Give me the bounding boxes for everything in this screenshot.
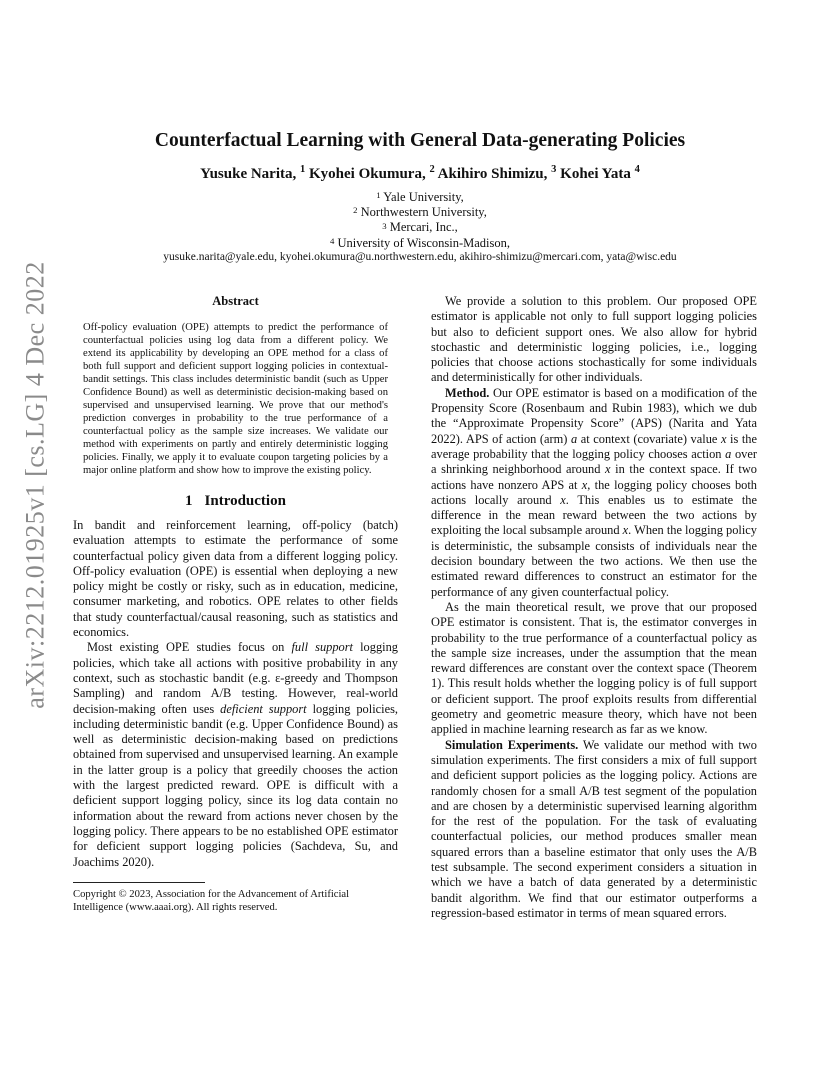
intro-paragraph-1: In bandit and reinforcement learning, off-policy (batch) evaluation attempts to estimate the performance of some counterfactual policy given data from a different logging policy. Off-policy evaluation (OPE) is essential when deploying a new policy might be costly or risky, such as in education, medicine, consumer marketing, and robotics. OPE relates to other fields that study counterfactual/causal reasoning, such as statistics and economics. bbox=[73, 518, 398, 640]
author-name: Kyohei Okumura, bbox=[309, 166, 426, 182]
arxiv-identifier-stamp bbox=[18, 261, 54, 709]
author-affil-mark: 2 bbox=[429, 163, 435, 175]
abstract-body: Off-policy evaluation (OPE) attempts to predict the performance of counterfactual policies using log data from a different policy. We extend its applicability by developing an OPE method for a class of both full support and deficient support logging policies in contextual-bandit settings. This class includes deterministic bandit (such as Upper Confidence Bound) as well as deterministic decision-making based on supervised and unsupervised learning. We prove that our method's prediction converges in probability to the true performance of a counterfactual policy as the sample size increases. We validate our method with experiments on partly and entirely deterministic logging policies. Finally, we apply it to evaluate coupon targeting policies by a major online platform and show how to improve the existing policy. bbox=[83, 322, 388, 476]
abstract-heading: Abstract bbox=[212, 294, 259, 308]
math-variable: x bbox=[622, 523, 629, 538]
affil-mark: 3 bbox=[382, 220, 387, 231]
affiliation-text: Yale University, bbox=[383, 190, 464, 204]
text-run: We validate our method with two simulation experiments. The first considers a mix of full support and deficient support policies as the logging policy. Actions are randomly chosen for a small A/B test segment of the population and are chosen by a deterministic supervised learning algorithm for the rest of the population. For the task of evaluating counterfactual policies, our method produces smaller mean squared errors than a baseline estimator that only uses the A/B test subsample. The second experiment considers a situation in which we have a batch of data generated by a deterministic bandit algorithm. We find that our estimator outperforms a regression-based estimator in terms of mean squared errors. bbox=[431, 737, 757, 920]
copyright-notice: Copyright © 2023, Association for the Advancement of Artificial Intelligence (www.aaai.org). All rights reserved. bbox=[73, 888, 350, 913]
text-run: in the context space. If two actions have nonzero APS at bbox=[431, 462, 757, 492]
text-run: logging policies, including deterministic bandit (e.g. Upper Confidence Bound) as well as deterministic decision-making based on predictions obtained from supervised and unsupervised learning. An example in the latter group is a policy that greedily chooses the action with the largest predicted reward. OPE is difficult with a deficient support logging policy, since its log data contain no information about the reward from actions never chosen by the logging policy. There appears to be no established OPE estimator for deficient support logging policies (Sachdeva, Su, and Joachims 2020). bbox=[73, 701, 398, 869]
author-name: Yusuke Narita, bbox=[200, 166, 297, 182]
author-list bbox=[60, 163, 780, 183]
text-run: . This enables us to estimate the difference in the mean reward between the two actions by exploiting the local subsample around bbox=[431, 492, 757, 538]
author-name: Akihiro Shimizu, bbox=[437, 166, 548, 182]
math-variable: x bbox=[560, 492, 566, 507]
affiliation-line bbox=[60, 220, 780, 235]
text-run: logging policies, which take all actions with positive probability in any context, such as stochastic bandit (e.g. ε-greedy and Thompson Sampling) and random A/B testing. However, real-world decision-making often uses bbox=[73, 640, 398, 716]
affil-mark: 4 bbox=[329, 235, 335, 246]
section-title: Introduction bbox=[204, 493, 286, 509]
text-run: Most existing OPE studies focus on bbox=[87, 640, 292, 655]
section-heading-introduction bbox=[73, 493, 398, 510]
text-run: at context (covariate) value bbox=[577, 431, 721, 446]
math-variable: x bbox=[720, 431, 727, 446]
emphasis-full-support: full support bbox=[291, 640, 353, 655]
arxiv-identifier-text: arXiv:2212.01925v1 [cs.LG] 4 Dec 2022 bbox=[21, 261, 51, 709]
author-name: Kohei Yata bbox=[560, 166, 631, 182]
affiliation-list bbox=[60, 190, 780, 251]
affiliation-line bbox=[60, 205, 780, 220]
affiliation-text: Mercari, Inc., bbox=[389, 220, 458, 235]
simulation-run-in-heading: Simulation Experiments. bbox=[445, 737, 579, 752]
math-variable: a bbox=[571, 431, 578, 446]
affiliation-text: Northwestern University, bbox=[360, 205, 487, 220]
text-run: over a shrinking neighborhood around bbox=[431, 446, 757, 477]
text-run: , the logging policy chooses both actions locally around bbox=[431, 477, 757, 507]
affiliation-text: University of Wisconsin-Madison, bbox=[337, 235, 511, 250]
affiliation-line bbox=[60, 190, 780, 205]
affiliation-line bbox=[60, 236, 780, 251]
emphasis-deficient-support: deficient support bbox=[220, 701, 307, 716]
method-paragraph bbox=[431, 386, 757, 600]
text-run: Our OPE estimator is based on a modification of the Propensity Score (Rosenbaum and Rubin 1983), which we dub the “Approximate Propensity Score” (APS) (Narita and Yata 2022). APS of action (arm) bbox=[431, 385, 757, 446]
author-affil-mark: 1 bbox=[300, 163, 306, 175]
author-emails: yusuke.narita@yale.edu, kyohei.okumura@u.northwestern.edu, akihiro-shimizu@mercari.com, yata@wisc.edu bbox=[163, 251, 677, 263]
affil-mark: 1 bbox=[376, 190, 381, 201]
simulation-paragraph bbox=[431, 738, 757, 922]
text-run: is the average probability that the logging policy chooses action bbox=[431, 431, 758, 461]
footnote-rule bbox=[73, 882, 205, 883]
math-variable: a bbox=[725, 446, 732, 461]
theory-paragraph: As the main theoretical result, we prove that our proposed OPE estimator is consistent. That is, the estimator converges in probability to the true performance of a counterfactual policy as the sample size increases, under the assumption that the mean reward differences are constant over the context space (Theorem 1). This result holds whether the logging policy is of full support or deficient support. The proof exploits results from differential geometry and geometric measure theory, which have not been applied in machine learning research as far as we know. bbox=[431, 599, 757, 737]
intro-paragraph-3: We provide a solution to this problem. Our proposed OPE estimator is applicable not only to full support logging policies but also to deficient support ones. We also allow for hybrid stochastic and deterministic logging policies, i.e., logging policies that choose actions stochastically for some individuals and deterministically for other individuals. bbox=[431, 294, 757, 385]
section-number: 1 bbox=[185, 493, 193, 509]
right-column bbox=[431, 294, 757, 921]
affil-mark: 2 bbox=[353, 205, 358, 216]
author-affil-mark: 4 bbox=[634, 163, 640, 175]
paper-title: Counterfactual Learning with General Data-generating Policies bbox=[154, 130, 686, 151]
left-column bbox=[73, 294, 398, 914]
method-run-in-heading: Method. bbox=[445, 385, 490, 400]
intro-paragraph-2 bbox=[73, 640, 398, 869]
text-run: . When the logging policy is deterministic, the subsample consists of individuals near the decision boundary between the two actions. We then use the estimated reward differences to construct an estimator for the performance of any given counterfactual policy. bbox=[431, 523, 757, 599]
math-variable: x bbox=[581, 477, 588, 492]
math-variable: x bbox=[605, 462, 611, 477]
author-affil-mark: 3 bbox=[551, 163, 557, 175]
